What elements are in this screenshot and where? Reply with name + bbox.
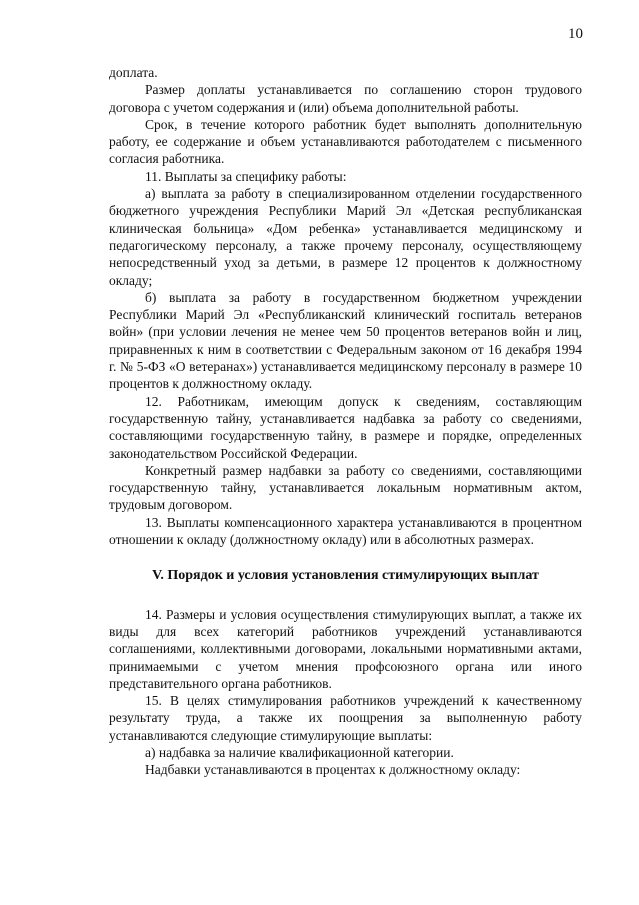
paragraph: а) надбавка за наличие квалификационной категории. — [145, 744, 454, 760]
paragraph: Надбавки устанавливаются в процентах к должностному окладу: — [145, 762, 521, 778]
paragraph: Размер доплаты устанавливается по соглашению сторон трудового договора с учетом содержания и (или) объема дополнительной работы. — [109, 82, 582, 115]
paragraph: Срок, в течение которого работник будет выполнять дополнительную работу, ее содержание и объем устанавливаются работодателем с письменного согласия работника. — [109, 116, 582, 167]
paragraph: Конкретный размер надбавки за работу со сведениями, составляющими государственную тайну, устанавливается локальным нормативным актом, трудовым договором. — [109, 462, 582, 513]
paragraph: 14. Размеры и условия осуществления стимулирующих выплат, а также их виды для всех категорий работников учреждений устанавливаются соглашениями, коллективными договорами, локальными нормативными актами, принимаемыми с учетом мнения профсоюзного органа или иного представительного органа работников. — [109, 606, 582, 691]
section-heading: V. Порядок и условия установления стимулирующих выплат — [152, 568, 539, 584]
paragraph: 13. Выплаты компенсационного характера устанавливаются в процентном отношении к окладу (должностному окладу) или в абсолютных размерах. — [109, 514, 582, 548]
paragraph: б) выплата за работу в государственном бюджетном учреждении Республики Марий Эл «Республиканский клинический госпиталь ветеранов войн» (при условии лечения не менее чем 50 процентов ветеранов войн и лиц, приравненных к ним в соответствии с Федеральным законом от 16 декабря 1994 г. № 5-ФЗ «О ветеранах») устанавливается медицинскому персоналу в размере 10 процентов к должностному окладу. — [109, 289, 582, 392]
paragraph: 11. Выплаты за специфику работы: — [145, 168, 347, 184]
paragraph: а) выплата за работу в специализированном отделении государственного бюджетного учреждения Республики Марий Эл «Детская республиканская клиническая больница» «Дом ребенка» устанавливается медицинскому и педагогическому персоналу, а также прочему персоналу, осуществляющему непосредственный уход за детьми, в размере 12 процентов к должностному окладу; — [109, 186, 582, 288]
paragraphs-after — [109, 606, 582, 779]
paragraph: 12. Работникам, имеющим допуск к сведениям, составляющим государственную тайну, устанавливается надбавка за работу со сведениями, составляющими государственную тайну, в размере и порядке, определенных законодательством Российской Федерации. — [109, 393, 582, 461]
page-number: 10 — [568, 26, 583, 42]
paragraph: 15. В целях стимулирования работников учреждений к качественному результату труда, а также их поощрения за выполненную работу устанавливаются следующие стимулирующие выплаты: — [109, 693, 582, 743]
document-body — [109, 64, 582, 779]
paragraph: доплата. — [109, 65, 158, 80]
paragraphs-before — [109, 64, 582, 548]
